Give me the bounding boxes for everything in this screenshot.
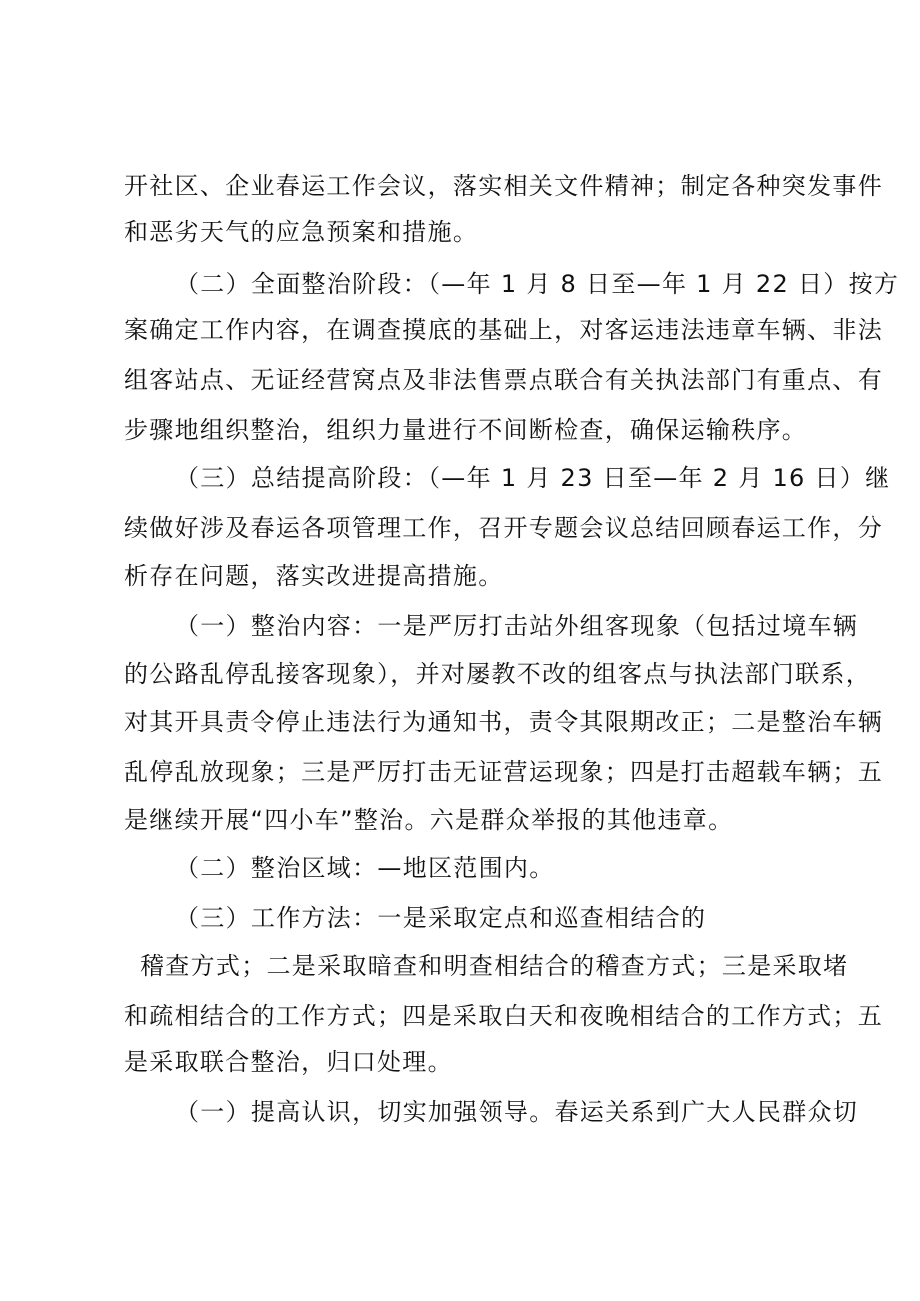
text-line: （三）总结提高阶段：（—年 1 月 23 日至—年 2 月 16 日）继 [175,464,891,492]
text-line: 案确定工作内容，在调查摸底的基础上，对客运违法违章车辆、非法 [124,316,883,344]
text-line: 步骤地组织整治，组织力量进行不间断检查，确保运输秩序。 [124,416,808,444]
text-line: 和疏相结合的工作方式；四是采取白天和夜晚相结合的工作方式；五 [124,1002,883,1030]
text-line: （一）提高认识，切实加强领导。春运关系到广大人民群众切 [175,1098,859,1126]
text-line: 是采取联合整治，归口处理。 [124,1048,453,1076]
text-line: （二）全面整治阶段：（—年 1 月 8 日至—年 1 月 22 日）按方 [175,270,900,298]
text-line: 和恶劣天气的应急预案和措施。 [124,218,479,246]
text-line: （二）整治区域：—地区范围内。 [175,854,555,882]
text-line: （一）整治内容：一是严厉打击站外组客现象（包括过境车辆 [175,612,859,640]
text-line: 析存在问题，落实改进提高措施。 [124,562,504,590]
text-line: 开社区、企业春运工作会议，落实相关文件精神；制定各种突发事件 [124,172,883,200]
text-line: 组客站点、无证经营窝点及非法售票点联合有关执法部门有重点、有 [124,366,883,394]
text-line: 乱停乱放现象；三是严厉打击无证营运现象；四是打击超载车辆；五 [124,758,883,786]
text-line: 稽查方式；二是采取暗查和明查相结合的稽查方式；三是采取堵 [140,952,849,980]
text-line: （三）工作方法：一是采取定点和巡查相结合的 [175,904,707,932]
text-line: 的公路乱停乱接客现象），并对屡教不改的组客点与执法部门联系， [124,660,871,688]
text-line: 对其开具责令停止违法行为通知书，责令其限期改正；二是整治车辆 [124,708,883,736]
text-line: 是继续开展“四小车”整治。六是群众举报的其他违章。 [124,806,734,834]
text-line: 续做好涉及春运各项管理工作，召开专题会议总结回顾春运工作，分 [124,514,883,542]
